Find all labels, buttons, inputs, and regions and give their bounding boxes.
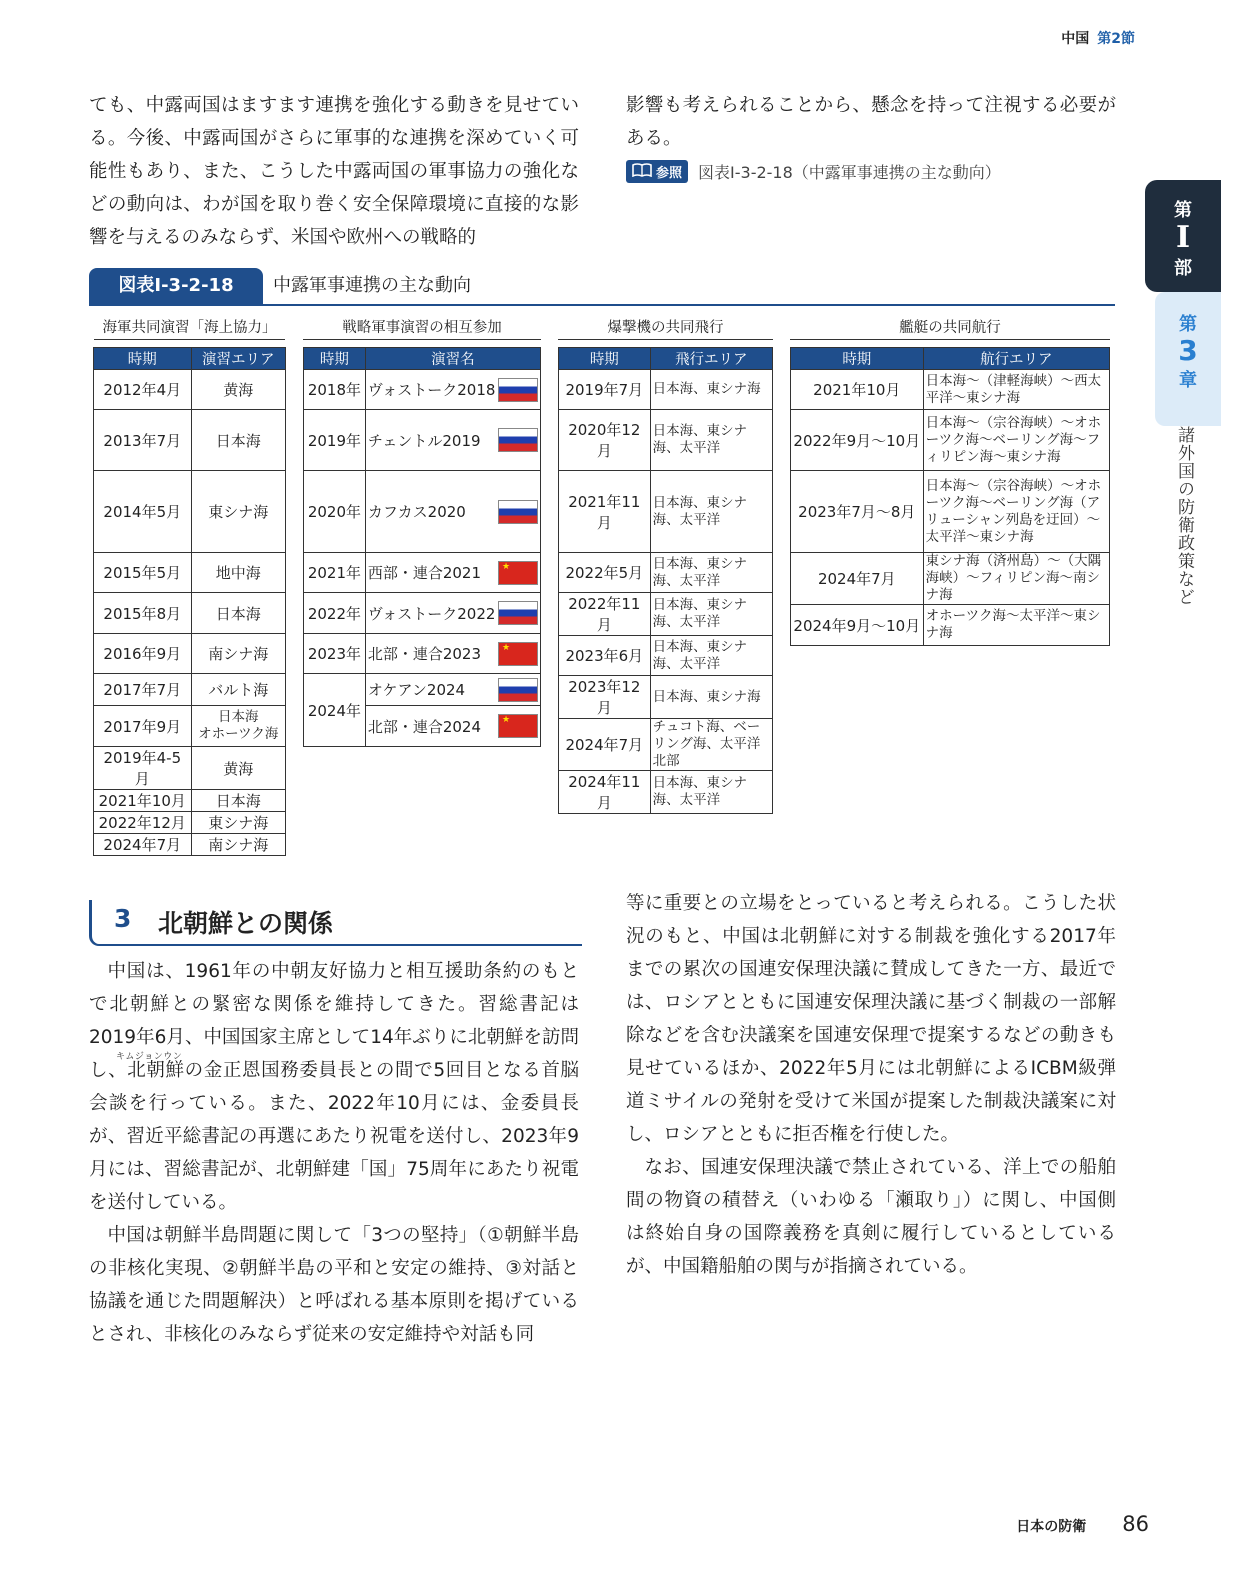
naval-exercise-table — [93, 347, 286, 856]
table-cell: 日本海 — [191, 593, 285, 634]
table-cell: バルト海 — [191, 674, 285, 706]
body-paragraph: 中国は、1961年の中朝友好協力と相互援助条約のもとで北朝鮮との緊密な関係を維持してきた。習総書記は2019年6月、中国国家主席として14年ぶりに北朝鮮を訪問し、北朝鮮の金正恩国務委員長との間で5回目となる首脳会談を行っている。また、2022年10月には、金委員長が、習近平総書記の再選にあたり祝電を送付し、2023年9月には、習総書記が、北朝鮮建「国」75周年にあたり祝電を送付している。 — [89, 961, 579, 1213]
russia-flag-icon — [498, 678, 538, 702]
table-cell: 2017年9月 — [94, 706, 192, 747]
section3-left-column — [89, 955, 579, 1351]
chapter-number: 3 — [1178, 334, 1198, 367]
table-cell: 南シナ海 — [191, 834, 285, 856]
table-cell: 2021年10月 — [94, 790, 192, 812]
table-cell: 日本海～（宗谷海峡）～オホーツク海～ベーリング海～フィリピン海～東シナ海 — [923, 410, 1109, 471]
table-cell: 2021年11月 — [559, 471, 651, 553]
intro-right-paragraph: 影響も考えられることから、懸念を持って注視する必要がある。 — [626, 95, 1116, 149]
russia-flag-icon — [498, 500, 538, 524]
part-tab[interactable] — [1145, 180, 1221, 292]
strategic-table-title: 戦略軍事演習の相互参加 — [303, 316, 541, 340]
table-cell: 2019年7月 — [559, 370, 651, 410]
section-number: 3 — [114, 904, 132, 933]
page-number: 86 — [1122, 1512, 1149, 1536]
table-cell: 2024年 — [304, 674, 366, 747]
table-cell: 黄海 — [191, 370, 285, 410]
table-cell: 日本海 — [191, 790, 285, 812]
column-header: 時期 — [94, 348, 192, 370]
book-title: 日本の防衛 — [1016, 1519, 1087, 1535]
china-flag-icon — [498, 642, 538, 666]
china-flag-icon — [498, 561, 538, 585]
table-cell: 日本海、東シナ海 — [650, 370, 772, 410]
table-cell: ヴォストーク2018 — [367, 381, 496, 399]
table-cell: 2023年12月 — [559, 676, 651, 719]
table-cell: 日本海、東シナ海、太平洋 — [650, 593, 772, 636]
table-cell: 2023年7月～8月 — [791, 471, 924, 553]
table-cell: 日本海、東シナ海、太平洋 — [650, 553, 772, 593]
section-title: 北朝鮮との関係 — [158, 909, 334, 938]
intro-left-paragraph: ても、中露両国はますます連携を強化する動きを見せている。今後、中露両国がさらに軍事的な連携を深めていく可能性もあり、また、こうした中露両国の軍事協力の強化などの動向は、わが国を取り巻く安全保障環境に直接的な影響を与えるのみならず、米国や欧州への戦略的 — [89, 95, 579, 248]
table-cell: 日本海～（宗谷海峡）～オホーツク海～ベーリング海（アリューシャン列島を迂回）～太平洋～東シナ海 — [923, 471, 1109, 553]
table-cell: 日本海、東シナ海、太平洋 — [650, 636, 772, 676]
reference-link[interactable]: 図表Ⅰ-3-2-18（中露軍事連携の主な動向） — [698, 163, 1001, 182]
bomber-table-title: 爆撃機の共同飛行 — [558, 316, 773, 340]
table-cell: 2024年7月 — [559, 719, 651, 771]
running-header — [1061, 28, 1135, 48]
column-header: 時期 — [791, 348, 924, 370]
furigana-annotation: キムジョンウン — [116, 1052, 183, 1062]
table-cell: 2023年 — [304, 634, 366, 674]
table-cell: 2021年10月 — [791, 370, 924, 410]
part-suffix: 部 — [1174, 258, 1192, 279]
section-heading — [89, 900, 582, 946]
column-header: 時期 — [559, 348, 651, 370]
bomber-flight-table — [558, 347, 773, 814]
table-cell: 北部・連合2024 — [367, 717, 482, 736]
table-cell: 黄海 — [191, 747, 285, 790]
reference-badge-label: 参照 — [656, 166, 683, 181]
table-cell: 2022年11月 — [559, 593, 651, 636]
table-cell: カフカス2020 — [367, 503, 466, 521]
vessel-table-title: 艦艇の共同航行 — [790, 316, 1110, 340]
table-cell: 地中海 — [191, 553, 285, 593]
table-cell: 2024年7月 — [94, 834, 192, 856]
strategic-exercise-table — [303, 347, 541, 747]
part-prefix: 第 — [1174, 200, 1192, 221]
part-number: I — [1175, 220, 1191, 255]
table-cell: 2024年11月 — [559, 771, 651, 814]
table-cell: 2022年12月 — [94, 812, 192, 834]
table-cell: 日本海、東シナ海、太平洋 — [650, 410, 772, 471]
figure-title: 中露軍事連携の主な動向 — [273, 275, 471, 296]
reference-badge — [626, 160, 688, 183]
table-cell: ヴォストーク2022 — [367, 604, 496, 623]
russia-flag-icon — [498, 601, 538, 625]
table-cell: 東シナ海 — [191, 812, 285, 834]
table-cell: 2015年8月 — [94, 593, 192, 634]
book-icon — [632, 163, 652, 181]
table-cell: 日本海、東シナ海、太平洋 — [650, 471, 772, 553]
chapter-title-vertical: 諸外国の防衛政策など — [1174, 426, 1194, 606]
table-cell: 2018年 — [304, 370, 366, 410]
table-cell: 日本海～（津軽海峡）～西太平洋～東シナ海 — [923, 370, 1109, 410]
table-cell: 2014年5月 — [94, 471, 192, 553]
section3-right-column — [626, 887, 1116, 1283]
table-cell: 日本海、東シナ海 — [650, 676, 772, 719]
table-cell: 2024年7月 — [791, 553, 924, 605]
table-cell: 日本海、東シナ海、太平洋 — [650, 771, 772, 814]
china-flag-icon — [498, 714, 538, 738]
table-cell: 日本海 — [191, 410, 285, 471]
header-country: 中国 — [1061, 31, 1090, 47]
chapter-prefix: 第 — [1179, 314, 1197, 335]
column-header: 航行エリア — [923, 348, 1109, 370]
table-cell: 北部・連合2023 — [367, 645, 482, 663]
table-cell: 2020年 — [304, 471, 366, 553]
naval-table-title: 海軍共同演習「海上協力」 — [94, 316, 285, 340]
column-header: 演習エリア — [191, 348, 285, 370]
table-cell: オケアン2024 — [367, 681, 466, 699]
table-cell: 2022年 — [304, 593, 366, 634]
russia-flag-icon — [498, 378, 538, 402]
table-cell: チュコト海、ベーリング海、太平洋北部 — [650, 719, 772, 771]
russia-flag-icon — [498, 428, 538, 452]
body-paragraph: なお、国連安保理決議で禁止されている、洋上での船舶間の物資の積替え（いわゆる「瀬取り」）に関し、中国側は終始自身の国際義務を真剣に履行しているとしているが、中国籍船舶の関与が指摘されている。 — [626, 1157, 1116, 1277]
page-footer — [1016, 1512, 1149, 1536]
table-cell: 2024年9月～10月 — [791, 605, 924, 646]
body-paragraph: 中国は朝鮮半島問題に関して「3つの堅持」（①朝鮮半島の非核化実現、②朝鮮半島の平和と安定の維持、③対話と協議を通じた問題解決）と呼ばれる基本原則を掲げているとされ、非核化のみならず従来の安定維持や対話も同 — [89, 1225, 579, 1345]
table-cell: 2022年5月 — [559, 553, 651, 593]
figure-header — [89, 268, 1115, 306]
header-section: 第2節 — [1097, 31, 1135, 47]
table-cell: 東シナ海（済州島）～（大隅海峡）～フィリピン海～南シナ海 — [923, 553, 1109, 605]
table-cell: 西部・連合2021 — [367, 564, 482, 582]
vessel-navigation-table — [790, 347, 1110, 646]
body-paragraph: 等に重要との立場をとっていると考えられる。こうした状況のもと、中国は北朝鮮に対する制裁を強化する2017年までの累次の国連安保理決議に賛成してきた一方、最近では、ロシアとともに国連安保理決議に基づく制裁の一部解除などを含む決議案を国連安保理で提案するなどの動きも見せているほか、2022年5月には北朝鮮によるICBM級弾道ミサイルの発射を受けて米国が提案した制裁決議案に対し、ロシアとともに拒否権を行使した。 — [626, 893, 1116, 1145]
table-cell: 2013年7月 — [94, 410, 192, 471]
table-cell: 2019年4-5月 — [94, 747, 192, 790]
column-header: 飛行エリア — [650, 348, 772, 370]
table-cell: 2023年6月 — [559, 636, 651, 676]
table-cell: 南シナ海 — [191, 634, 285, 674]
table-cell: 東シナ海 — [191, 471, 285, 553]
table-cell: 2020年12月 — [559, 410, 651, 471]
figure-label: 図表Ⅰ-3-2-18 — [89, 268, 263, 304]
column-header: 演習名 — [365, 348, 540, 370]
table-cell: チェントル2019 — [367, 431, 481, 450]
reference-line — [626, 160, 1001, 183]
table-cell: 2019年 — [304, 410, 366, 471]
table-cell: 2015年5月 — [94, 553, 192, 593]
table-cell: 2016年9月 — [94, 634, 192, 674]
chapter-suffix: 章 — [1179, 370, 1197, 391]
table-cell: 日本海 オホーツク海 — [191, 706, 285, 747]
table-cell: 2021年 — [304, 553, 366, 593]
table-cell: オホーツク海～太平洋～東シナ海 — [923, 605, 1109, 646]
chapter-tab[interactable] — [1155, 292, 1221, 426]
table-cell: 2012年4月 — [94, 370, 192, 410]
table-cell: 2017年7月 — [94, 674, 192, 706]
column-header: 時期 — [304, 348, 366, 370]
table-cell: 2022年9月～10月 — [791, 410, 924, 471]
